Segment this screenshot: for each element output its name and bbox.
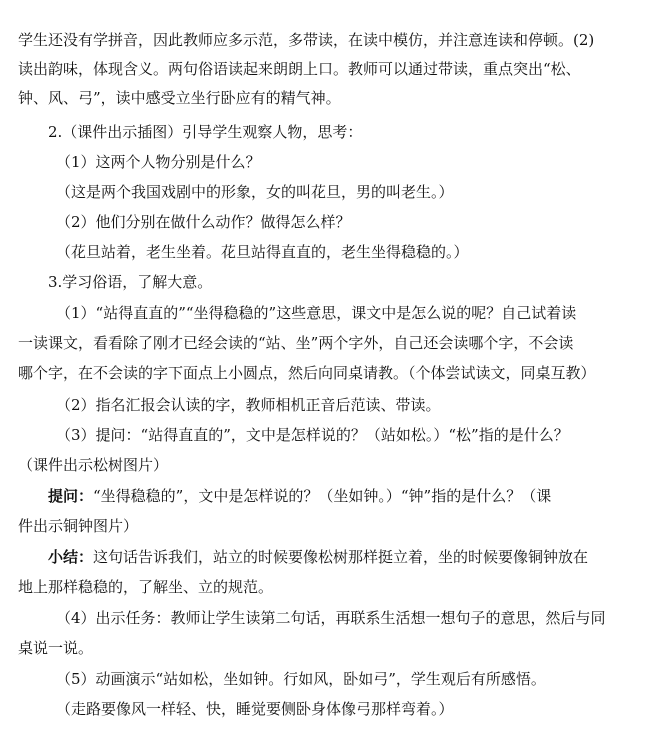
question-label: 提问： — [48, 487, 94, 505]
paragraph-line-1: 学生还没有学拼音，因此教师应多示范，多带读，在读中模仿，并注意连读和停顿。(2) — [18, 31, 595, 49]
task-2: （2）指名汇报会认读的字，教师相机正音后范读、带读。 — [56, 396, 441, 414]
task-4-line-2: 桌说一说。 — [18, 639, 94, 657]
question-paragraph-line-1 — [48, 482, 643, 511]
summary-paragraph-line-2: 地上那样稳稳的，了解坐、立的规范。 — [18, 578, 274, 596]
answer-1: （这是两个我国戏剧中的形象，女的叫花旦，男的叫老生。） — [56, 183, 454, 201]
summary-paragraph-line-1 — [48, 543, 643, 572]
task-1-line-2: 一读课文，看看除了刚才已经会读的“站、坐”两个字外，自己还会读哪个字，不会读 — [18, 334, 574, 352]
summary-text: 这句话告诉我们，站立的时候要像松树那样挺立着，坐的时候要像铜钟放在 — [93, 548, 589, 566]
task-5: （5）动画演示“站如松，坐如钟。行如风，卧如弓”，学生观后有所感悟。 — [56, 670, 546, 688]
question-paragraph-line-2: 件出示铜钟图片） — [18, 517, 139, 535]
answer-2: （花旦站着，老生坐着。花旦站得直直的，老生坐得稳稳的。） — [56, 243, 469, 261]
task-5-answer: （走路要像风一样轻、快，睡觉要侧卧身体像弓那样弯着。） — [56, 700, 454, 718]
question-2: （2）他们分别在做什么动作？做得怎么样？ — [56, 213, 351, 231]
paragraph-line-2: 读出韵味，体现含义。两句俗语读起来朗朗上口。教师可以通过带读，重点突出“松、 — [18, 60, 581, 78]
step-2-heading: 2.（课件出示插图）引导学生观察人物，思考： — [48, 123, 363, 141]
task-3-line-2: （课件出示松树图片） — [18, 456, 169, 474]
question-1: （1）这两个人物分别是什么？ — [56, 153, 261, 171]
task-1-line-1: （1）“站得直直的”“坐得稳稳的”这些意思，课文中是怎么说的呢？自己试着读 — [56, 304, 577, 322]
paragraph-line-3: 钟、风、弓”，读中感受立坐行卧应有的精气神。 — [18, 89, 341, 107]
summary-label: 小结： — [48, 548, 94, 566]
step-3-heading: 3.学习俗语，了解大意。 — [48, 273, 213, 291]
task-4-line-1: （4）出示任务：教师让学生读第二句话，再联系生活想一想句子的意思，然后与同 — [56, 609, 606, 627]
task-3-line-1: （3）提问：“站得直直的”，文中是怎样说的？（站如松。）“松”指的是什么？ — [56, 426, 569, 444]
task-1-line-3: 哪个字，在不会读的字下面点上小圆点，然后向同桌请教。（个体尝试读文，同桌互教） — [18, 364, 596, 382]
question-text: “坐得稳稳的”，文中是怎样说的？（坐如钟。）“钟”指的是什么？（课 — [93, 487, 552, 505]
